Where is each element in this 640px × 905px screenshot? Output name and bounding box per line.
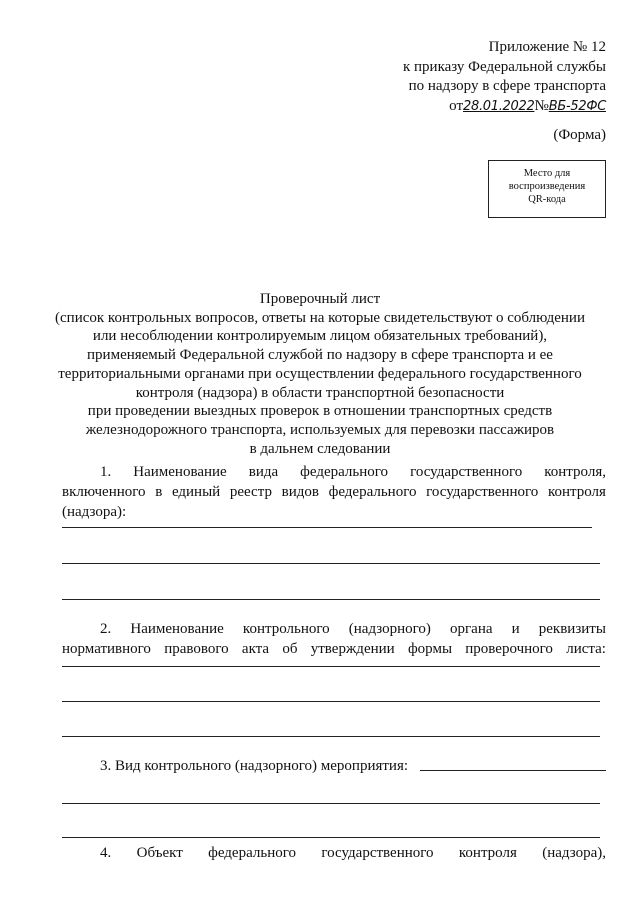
word: об	[282, 641, 298, 657]
word: видов	[281, 484, 319, 500]
title-line: применяемый Федеральной службой по надзору в сфере транспорта и ее	[87, 347, 553, 364]
word: листа:	[566, 641, 606, 657]
word: (надзорного)	[348, 621, 431, 637]
item-4-line-1	[62, 843, 606, 863]
word: формы	[407, 641, 453, 657]
word: органа	[450, 621, 493, 637]
word: вида	[248, 464, 279, 480]
appendix-number: Приложение № 12	[488, 39, 606, 55]
date-prefix: от	[449, 97, 463, 114]
title-line: при проведении выездных проверок в отношении транспортных средств	[87, 403, 553, 420]
item-2-line-2	[62, 639, 606, 659]
fill-line[interactable]	[62, 837, 600, 838]
handwritten-number: ВБ-52ФС	[548, 98, 606, 114]
word: 1.	[100, 464, 112, 480]
word: Объект	[136, 845, 183, 861]
word: в	[155, 484, 163, 500]
word: правового	[164, 641, 229, 657]
title-line: (список контрольных вопросов, ответы на которые свидетельствуют о соблюдении	[55, 309, 585, 326]
item-3-event-type: 3. Вид контрольного (надзорного) мероприятия:	[100, 758, 409, 774]
fill-line[interactable]	[420, 770, 606, 771]
word: проверочного	[465, 641, 553, 657]
word: 4.	[100, 845, 112, 861]
word: Наименование	[130, 621, 224, 637]
word: государственного	[321, 845, 434, 861]
document-title	[40, 290, 600, 458]
qr-box-line: Место для	[523, 168, 571, 179]
order-date-number	[403, 97, 606, 117]
fill-line[interactable]	[62, 563, 600, 564]
item-1-line-1	[62, 462, 606, 482]
item-1-control-type	[62, 462, 606, 522]
item-2-control-body	[62, 619, 606, 659]
word: федерального	[300, 464, 389, 480]
word: контрольного	[242, 621, 330, 637]
fill-line[interactable]	[62, 599, 600, 600]
number-prefix: №	[534, 97, 549, 114]
word: контроля	[458, 845, 517, 861]
word: государственного	[426, 484, 539, 500]
form-label: (Форма)	[553, 127, 606, 143]
word: включенного	[62, 484, 146, 500]
appendix-header	[403, 38, 606, 116]
agency-name: по надзору в сфере транспорта	[408, 78, 606, 94]
item-2-line-1	[62, 619, 606, 639]
word: акта	[241, 641, 270, 657]
word: и	[511, 621, 520, 637]
word: нормативного	[62, 641, 151, 657]
qr-box-line: воспроизведения	[508, 181, 586, 192]
item-1-line-2	[62, 482, 606, 502]
word: федерального	[328, 484, 417, 500]
word: контроля	[547, 484, 606, 500]
fill-line[interactable]	[62, 527, 592, 528]
fill-line[interactable]	[62, 736, 600, 737]
title-line: территориальными органами при осуществлении федерального государственного	[58, 365, 582, 382]
title-line: Проверочный лист	[259, 291, 381, 307]
title-line: железнодорожного транспорта, используемых для перевозки пассажиров	[85, 421, 555, 438]
title-line: в дальнем следовании	[249, 440, 391, 457]
word: реквизиты	[538, 621, 606, 637]
qr-code-placeholder	[488, 160, 606, 218]
word: государственного	[410, 464, 523, 480]
word: единый	[171, 484, 221, 500]
word: 2.	[100, 621, 112, 637]
qr-box-line: QR-кода	[528, 194, 566, 205]
order-reference: к приказу Федеральной службы	[402, 58, 606, 75]
word: утверждении	[310, 641, 395, 657]
item-1-line-3: (надзора):	[62, 504, 127, 520]
fill-line[interactable]	[62, 666, 600, 667]
fill-line[interactable]	[62, 701, 600, 702]
word: контроля,	[544, 464, 606, 480]
word: Наименование	[133, 464, 227, 480]
handwritten-date: 28.01.2022	[463, 98, 535, 114]
word: федерального	[208, 845, 297, 861]
title-line: контроля (надзора) в области транспортной безопасности	[135, 384, 505, 401]
word: (надзора),	[542, 845, 606, 861]
fill-line[interactable]	[62, 803, 600, 804]
title-line: или несоблюдении контролируемым лицом обязательных требований),	[92, 328, 548, 345]
item-4-control-object	[62, 843, 606, 863]
word: реестр	[229, 484, 272, 500]
